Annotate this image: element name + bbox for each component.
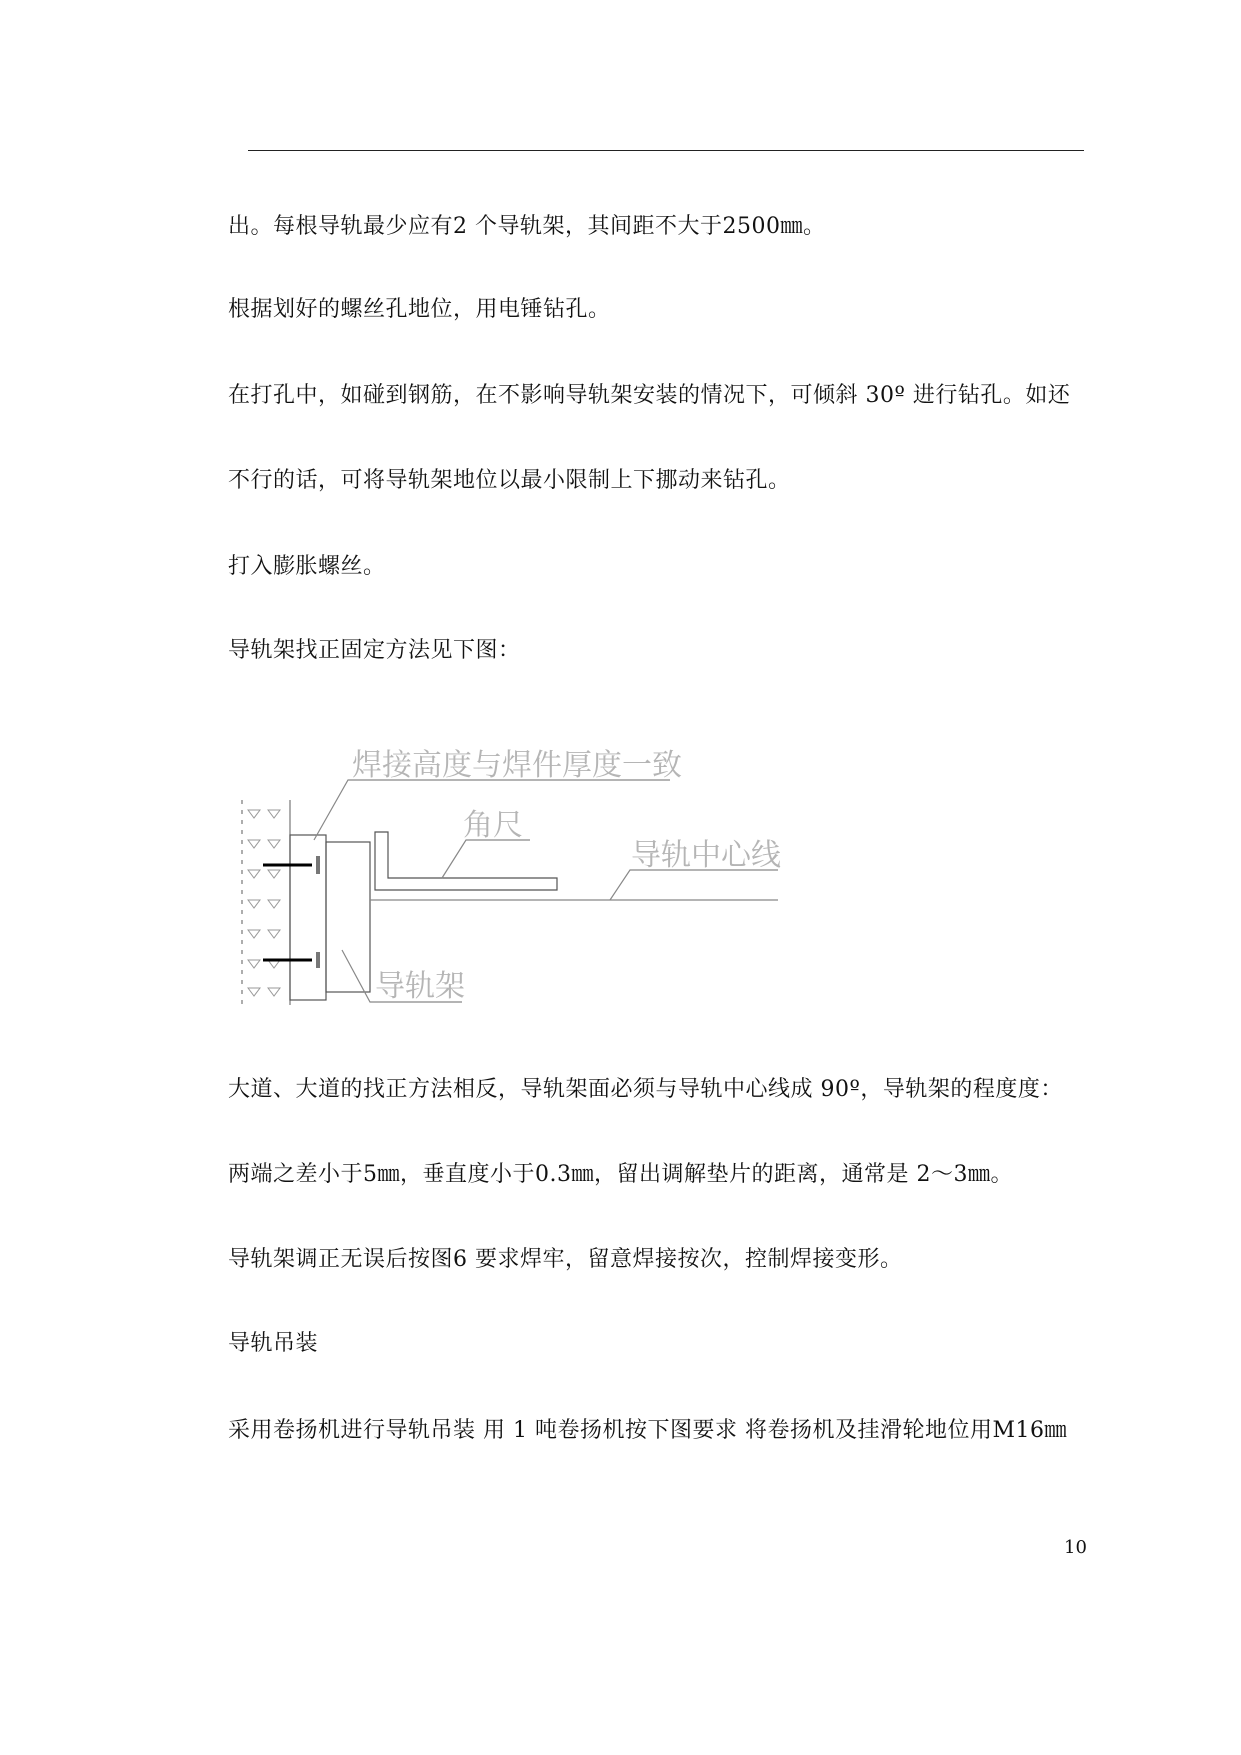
paragraph-8: 两端之差小于5㎜，垂直度小于0.3㎜，留出调解垫片的距离，通常是 2～3㎜。 xyxy=(228,1162,1013,1187)
page-number: 10 xyxy=(1064,1537,1087,1558)
paragraph-6: 导轨架找正固定方法见下图： xyxy=(228,638,521,663)
paragraph-4: 不行的话，可将导轨架地位以最小限制上下挪动来钻孔。 xyxy=(228,468,791,493)
paragraph-2: 根据划好的螺丝孔地位，用电锤钻孔。 xyxy=(228,297,611,322)
paragraph-3: 在打孔中，如碰到钢筋，在不影响导轨架安装的情况下，可倾斜 30º 进行钻孔。如还 xyxy=(228,383,1071,408)
label-rail-centerline: 导轨中心线 xyxy=(631,838,781,873)
paragraph-10: 采用卷扬机进行导轨吊装 用 1 吨卷扬机按下图要求 将卷扬机及挂滑轮地位用M16㎜ xyxy=(228,1418,1067,1443)
paragraph-1: 出。每根导轨最少应有2 个导轨架，其间距不大于2500㎜。 xyxy=(228,214,826,239)
paragraph-7: 大道、大道的找正方法相反，导轨架面必须与导轨中心线成 90º，导轨架的程度度： xyxy=(228,1077,1063,1102)
paragraph-5: 打入膨胀螺丝。 xyxy=(228,554,386,579)
section-heading-rail-hoisting: 导轨吊装 xyxy=(228,1331,319,1356)
bracket-alignment-figure xyxy=(230,730,790,1010)
paragraph-9: 导轨架调正无误后按图6 要求焊牢，留意焊接按次，控制焊接变形。 xyxy=(228,1247,903,1272)
label-rail-bracket: 导轨架 xyxy=(375,969,465,1004)
label-weld-height: 焊接高度与焊件厚度一致 xyxy=(352,748,682,783)
label-angle-square: 角尺 xyxy=(463,808,523,843)
header-rule xyxy=(248,150,1084,151)
